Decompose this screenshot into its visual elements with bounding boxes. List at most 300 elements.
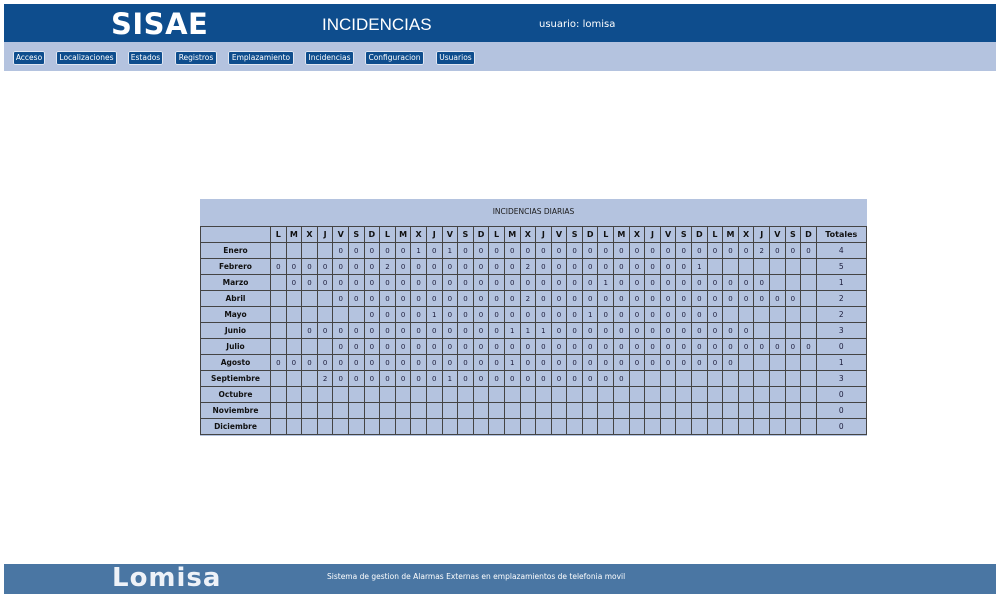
day-cell: 0 [660,307,676,323]
day-cell [426,419,442,435]
day-cell: 0 [426,323,442,339]
day-cell: 0 [582,371,598,387]
total-cell: 3 [816,323,866,339]
day-cell [442,419,458,435]
day-cell [582,387,598,403]
day-cell [785,371,801,387]
day-cell: 0 [582,323,598,339]
day-header: L [380,227,396,243]
day-cell: 0 [473,307,489,323]
day-cell [785,259,801,275]
day-cell [333,403,349,419]
footer-description: Sistema de gestion de Alarmas Externas en emplazamientos de telefonia movil [327,572,626,581]
day-header: D [801,227,817,243]
day-header: J [754,227,770,243]
table-row [201,307,867,323]
incidencias-table [200,226,867,435]
day-cell: 0 [598,339,614,355]
day-cell: 0 [426,371,442,387]
day-cell: 0 [645,275,661,291]
day-cell: 0 [676,243,692,259]
day-header: J [645,227,661,243]
day-cell [302,419,318,435]
day-header: M [504,227,520,243]
day-cell [801,419,817,435]
day-header: M [723,227,739,243]
day-cell [458,403,474,419]
month-label: Noviembre [201,403,271,419]
day-cell: 0 [551,243,567,259]
day-cell: 0 [660,323,676,339]
footer-logo: Lomisa [112,563,222,593]
day-cell: 0 [271,259,287,275]
day-cell: 0 [302,355,318,371]
day-cell: 0 [645,307,661,323]
day-cell: 0 [707,323,723,339]
day-cell: 0 [692,355,708,371]
day-cell: 0 [707,339,723,355]
day-cell: 0 [551,339,567,355]
day-cell [707,387,723,403]
day-cell [723,371,739,387]
day-cell: 0 [395,371,411,387]
day-cell: 2 [520,291,536,307]
day-cell: 0 [629,355,645,371]
day-cell: 0 [473,355,489,371]
day-cell [785,403,801,419]
day-cell: 0 [317,275,333,291]
day-cell [286,339,302,355]
table-row [201,259,867,275]
day-cell: 0 [567,371,583,387]
day-cell [286,307,302,323]
table-row [201,323,867,339]
day-cell: 0 [582,339,598,355]
day-cell: 0 [458,371,474,387]
month-label: Marzo [201,275,271,291]
day-cell: 0 [567,291,583,307]
nav-acceso-button[interactable]: Acceso [13,51,45,65]
day-cell: 0 [645,259,661,275]
day-cell: 0 [380,339,396,355]
day-header: S [785,227,801,243]
day-cell [801,259,817,275]
day-cell [645,419,661,435]
total-cell: 1 [816,355,866,371]
day-cell: 0 [411,259,427,275]
day-cell: 0 [723,243,739,259]
day-cell: 0 [411,371,427,387]
day-cell: 0 [458,291,474,307]
day-cell: 0 [629,291,645,307]
day-cell: 0 [380,307,396,323]
day-cell [411,403,427,419]
day-cell: 0 [442,291,458,307]
day-cell: 0 [504,259,520,275]
day-cell: 0 [614,339,630,355]
day-cell: 0 [333,291,349,307]
day-cell [629,403,645,419]
day-cell: 0 [536,275,552,291]
day-cell [271,291,287,307]
day-cell [348,403,364,419]
day-cell: 0 [489,323,505,339]
day-cell [707,403,723,419]
day-cell [551,403,567,419]
day-cell: 0 [271,355,287,371]
day-cell [707,259,723,275]
day-cell: 0 [286,259,302,275]
nav-usuarios-button[interactable]: Usuarios [436,51,475,65]
day-cell: 0 [629,275,645,291]
day-header: V [442,227,458,243]
day-cell [271,307,287,323]
day-cell [738,259,754,275]
day-cell: 0 [536,371,552,387]
total-cell: 2 [816,291,866,307]
nav-estados-button[interactable]: Estados [128,51,163,65]
day-cell [770,371,786,387]
day-cell [598,387,614,403]
day-cell [723,403,739,419]
day-cell [660,403,676,419]
day-cell: 0 [364,275,380,291]
day-header: X [302,227,318,243]
total-cell: 0 [816,403,866,419]
day-cell [801,371,817,387]
day-cell: 0 [707,243,723,259]
day-cell [302,339,318,355]
day-cell [754,323,770,339]
day-cell [271,323,287,339]
day-cell: 1 [598,275,614,291]
day-cell [271,275,287,291]
day-cell [770,355,786,371]
nav-localizaciones-button[interactable]: Localizaciones [56,51,117,65]
day-header: V [333,227,349,243]
day-cell: 0 [380,355,396,371]
nav-configuracion-button[interactable]: Configuracion [365,51,424,65]
day-header: D [364,227,380,243]
day-header: V [660,227,676,243]
day-cell: 0 [364,291,380,307]
day-cell [582,419,598,435]
day-cell [723,307,739,323]
day-cell: 0 [738,323,754,339]
day-cell: 0 [504,339,520,355]
day-cell [364,419,380,435]
day-cell: 0 [473,323,489,339]
day-cell [754,259,770,275]
day-cell [754,355,770,371]
day-cell: 0 [442,307,458,323]
day-cell: 0 [567,275,583,291]
day-cell: 0 [785,291,801,307]
day-cell [770,259,786,275]
month-label: Diciembre [201,419,271,435]
day-cell [723,387,739,403]
day-cell [754,419,770,435]
day-cell: 0 [551,307,567,323]
day-header: M [286,227,302,243]
day-cell [317,291,333,307]
day-cell: 0 [582,259,598,275]
day-cell: 0 [333,243,349,259]
day-cell: 0 [785,243,801,259]
day-cell: 0 [551,291,567,307]
day-cell [520,403,536,419]
day-cell: 0 [723,323,739,339]
day-cell [785,323,801,339]
table-corner-cell [201,227,271,243]
nav-registros-button[interactable]: Registros [175,51,217,65]
day-cell: 0 [333,355,349,371]
day-cell [754,403,770,419]
day-cell: 0 [380,323,396,339]
day-cell: 0 [411,307,427,323]
day-cell [302,243,318,259]
day-cell [395,387,411,403]
day-header: L [707,227,723,243]
day-cell: 0 [348,355,364,371]
day-cell [271,419,287,435]
day-cell [723,259,739,275]
total-cell: 2 [816,307,866,323]
day-cell [676,403,692,419]
day-cell [504,387,520,403]
day-cell: 0 [660,275,676,291]
day-cell: 0 [551,275,567,291]
day-header: X [411,227,427,243]
day-cell: 0 [411,339,427,355]
day-cell: 0 [520,339,536,355]
day-cell: 0 [692,339,708,355]
day-cell: 0 [442,275,458,291]
day-cell [489,419,505,435]
day-cell [770,323,786,339]
day-cell [738,419,754,435]
day-cell: 0 [458,307,474,323]
day-cell: 0 [707,355,723,371]
total-cell: 0 [816,387,866,403]
day-cell: 0 [520,307,536,323]
day-cell [536,419,552,435]
day-cell: 0 [317,355,333,371]
day-cell [801,291,817,307]
day-cell [286,387,302,403]
day-cell: 0 [442,259,458,275]
day-cell [629,371,645,387]
day-cell: 0 [676,259,692,275]
day-cell: 0 [473,339,489,355]
day-cell: 0 [614,243,630,259]
day-cell: 0 [520,243,536,259]
day-cell: 0 [348,371,364,387]
day-cell [473,403,489,419]
day-cell [395,403,411,419]
day-cell [770,307,786,323]
day-cell: 0 [333,259,349,275]
day-cell: 0 [598,291,614,307]
day-cell [302,403,318,419]
day-header: L [489,227,505,243]
day-cell [380,403,396,419]
day-cell [692,387,708,403]
day-cell [785,419,801,435]
day-cell [364,403,380,419]
day-cell: 0 [567,243,583,259]
day-cell: 0 [442,323,458,339]
day-cell: 2 [317,371,333,387]
day-cell: 0 [629,259,645,275]
day-cell: 0 [426,355,442,371]
day-cell [738,403,754,419]
day-cell: 0 [395,307,411,323]
day-cell [271,243,287,259]
day-cell: 0 [348,323,364,339]
total-cell: 4 [816,243,866,259]
day-cell: 0 [582,355,598,371]
month-label: Mayo [201,307,271,323]
day-cell: 0 [723,275,739,291]
day-cell: 0 [411,275,427,291]
day-cell: 0 [333,323,349,339]
table-row [201,403,867,419]
day-cell [504,419,520,435]
day-cell [286,371,302,387]
day-cell: 0 [364,323,380,339]
day-header: S [567,227,583,243]
day-cell: 0 [723,355,739,371]
day-cell [770,419,786,435]
day-cell: 0 [536,243,552,259]
table-row [201,291,867,307]
day-cell [629,387,645,403]
day-cell: 0 [395,323,411,339]
day-cell: 0 [551,355,567,371]
month-label: Julio [201,339,271,355]
day-cell: 0 [692,307,708,323]
day-cell [442,387,458,403]
day-cell: 2 [754,243,770,259]
day-cell: 0 [567,323,583,339]
day-header: M [614,227,630,243]
day-cell [348,419,364,435]
month-label: Septiembre [201,371,271,387]
day-cell: 0 [676,275,692,291]
day-cell: 2 [520,259,536,275]
nav-emplazamiento-button[interactable]: Emplazamiento [228,51,294,65]
day-header: D [473,227,489,243]
day-cell [551,419,567,435]
day-cell: 0 [551,323,567,339]
day-cell: 0 [645,291,661,307]
day-cell [317,419,333,435]
day-cell [707,371,723,387]
day-cell [692,419,708,435]
day-cell [785,307,801,323]
day-cell: 0 [364,307,380,323]
table-header-row [201,227,867,243]
app-logo-title: SISAE [111,7,209,41]
day-cell: 0 [380,291,396,307]
day-cell: 0 [567,355,583,371]
day-cell: 0 [426,291,442,307]
day-header: S [348,227,364,243]
day-cell [333,387,349,403]
day-cell: 0 [489,371,505,387]
day-cell [333,419,349,435]
day-cell: 1 [504,355,520,371]
day-cell: 0 [411,323,427,339]
day-header: L [598,227,614,243]
day-cell: 0 [582,275,598,291]
day-cell: 0 [567,307,583,323]
day-cell: 0 [380,243,396,259]
day-cell [645,387,661,403]
day-cell: 0 [426,259,442,275]
day-cell: 0 [504,307,520,323]
day-cell [520,387,536,403]
day-cell [317,403,333,419]
day-cell: 0 [286,275,302,291]
day-cell: 0 [411,355,427,371]
nav-incidencias-button[interactable]: Incidencias [305,51,354,65]
day-cell: 0 [458,339,474,355]
day-cell: 0 [489,275,505,291]
day-cell: 0 [426,243,442,259]
table-row [201,355,867,371]
footer-bar [4,564,996,594]
day-cell: 0 [676,307,692,323]
day-cell [770,275,786,291]
day-cell: 0 [364,355,380,371]
day-cell: 1 [411,243,427,259]
month-label: Junio [201,323,271,339]
day-cell: 0 [426,275,442,291]
day-cell: 0 [660,259,676,275]
day-cell: 0 [692,323,708,339]
day-cell: 0 [426,339,442,355]
day-header: X [520,227,536,243]
day-cell [785,355,801,371]
day-cell: 1 [504,323,520,339]
day-cell [411,387,427,403]
month-label: Octubre [201,387,271,403]
day-cell [770,387,786,403]
day-header: J [426,227,442,243]
day-cell: 0 [333,275,349,291]
day-cell: 1 [536,323,552,339]
day-cell: 0 [801,243,817,259]
day-cell: 0 [395,243,411,259]
table-row [201,339,867,355]
day-cell [473,419,489,435]
day-cell: 0 [348,275,364,291]
page-title: INCIDENCIAS [322,15,432,34]
day-cell: 0 [286,355,302,371]
day-header: D [582,227,598,243]
day-cell: 0 [520,371,536,387]
day-cell: 0 [504,291,520,307]
day-cell [489,403,505,419]
day-cell [286,291,302,307]
day-cell [801,403,817,419]
day-cell [660,387,676,403]
day-cell [442,403,458,419]
day-cell [302,371,318,387]
day-cell: 0 [645,243,661,259]
